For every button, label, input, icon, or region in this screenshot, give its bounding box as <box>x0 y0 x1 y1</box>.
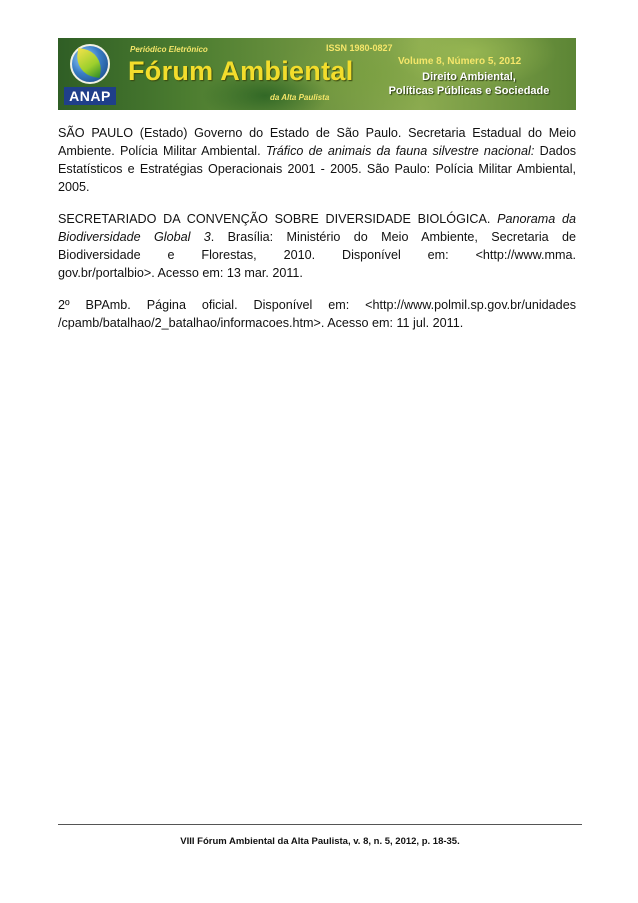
reference-line: SÃO PAULO (Estado) Governo do Estado de São Paulo. Secretaria Estadual do Meio <box>58 126 576 140</box>
reference-title-italic: Tráfico de animais da fauna silvestre nacional: <box>265 144 535 158</box>
reference-line: /cpamb/batalhao/2_batalhao/informacoes.htm>. Acesso em: 11 jul. 2011. <box>58 316 464 330</box>
reference-entry <box>58 210 576 282</box>
logo-text: ANAP <box>64 87 116 105</box>
periodico-label: Periódico Eletrônico <box>130 45 208 54</box>
reference-line: 2º BPAmb. Página oficial. Disponível em: <http://www.polmil.sp.gov.br/unidades <box>58 298 576 312</box>
reference-line: gov.br/portalbio>. Acesso em: 13 mar. 2011. <box>58 266 303 280</box>
topic-line-1: Direito Ambiental, <box>422 71 516 83</box>
reference-list <box>58 124 576 346</box>
reference-line: SECRETARIADO DA CONVENÇÃO SOBRE DIVERSIDADE BIOLÓGICA. Panorama da <box>58 212 576 226</box>
reference-entry <box>58 296 576 332</box>
journal-title: Fórum Ambiental <box>128 56 354 86</box>
volume-label: Volume 8, Número 5, 2012 <box>398 56 522 67</box>
journal-banner <box>58 38 576 110</box>
topic-line-2: Políticas Públicas e Sociedade <box>388 85 550 97</box>
reference-line: Biodiversidade Global 3. Brasília: Ministério do Meio Ambiente, Secretaria de <box>58 230 576 244</box>
reference-title-italic: Biodiversidade Global 3 <box>58 230 211 244</box>
reference-line: Estatísticos e Estratégias Operacionais 2001 - 2005. São Paulo: Polícia Militar Ambiental, <box>58 162 576 176</box>
reference-line: Biodiversidade e Florestas, 2010. Disponível em: <http://www.mma. <box>58 248 576 262</box>
reference-entry <box>58 124 576 196</box>
reference-line: 2005. <box>58 180 90 194</box>
footer-divider <box>58 824 582 825</box>
footer-citation: VIII Fórum Ambiental da Alta Paulista, v. 8, n. 5, 2012, p. 18-35. <box>180 836 460 847</box>
journal-topics <box>384 70 554 98</box>
anap-logo <box>62 42 118 106</box>
journal-subtitle-small: da Alta Paulista <box>270 93 330 102</box>
issn-label: ISSN 1980-0827 <box>326 43 393 53</box>
reference-title-italic: Panorama da <box>497 212 576 226</box>
reference-line: Ambiente. Polícia Militar Ambiental. Tráfico de animais da fauna silvestre nacional: Dados <box>58 144 576 158</box>
